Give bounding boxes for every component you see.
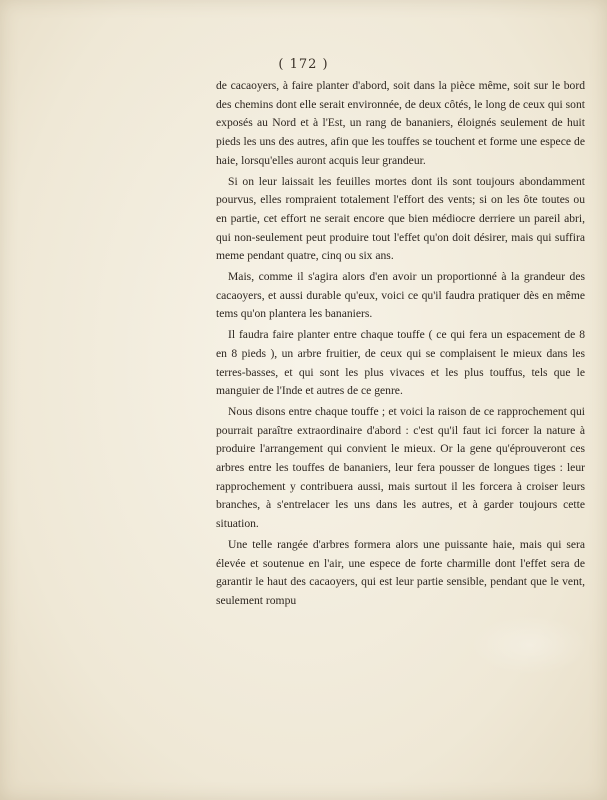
- paragraph: Si on leur laissait les feuilles mortes dont ils sont toujours abondamment pourvus, elles rompraient totalement l'effort des vents; si on les ôte toutes ou en partie, cet effort ne serait encore que bien médiocre derriere un pareil abri, qui non-seulement peut produire tout l'effet qu'on doit désirer, mais qui suffira meme pendant quatre, cinq ou six ans.: [216, 174, 585, 263]
- body-text: [216, 77, 585, 613]
- paragraph: de cacaoyers, à faire planter d'abord, soit dans la pièce même, soit sur le bord des chemins dont elle serait environnée, de deux côtés, le long de ceux qui sont exposés au Nord et à l'Est, un rang de bananiers, éloignés seulement de huit pieds les uns des autres, afin que les touffes se touchent et forme une espece de haie, lorsqu'elles auront acquis leur grandeur.: [216, 79, 585, 167]
- paragraph: Il faudra faire planter entre chaque touffe ( ce qui fera un espacement de 8 en 8 pieds ), un arbre fruitier, de ceux qui se complaisent le mieux dans les terres-basses, et qui sont les plus vivaces et les plus touffus, tels que le manguier de l'Inde et autres de ce genre.: [216, 328, 585, 398]
- page-number: ( 172 ): [278, 57, 329, 72]
- paragraph: Une telle rangée d'arbres formera alors une puissante haie, mais qui sera élevée et soutenue en l'air, une espece de forte charmille dont l'effet sera de garantir le haut des cacaoyers, qui est leur partie sensible, pendant que le vent, seulement rompu: [216, 537, 585, 607]
- paragraph: Mais, comme il s'agira alors d'en avoir un proportionné à la grandeur des cacaoyers, et aussi durable qu'eux, voici ce qu'il faudra pratiquer dès en même tems qu'on plantera les bananiers.: [216, 270, 585, 321]
- paper-emboss: [470, 615, 590, 675]
- paragraph: Nous disons entre chaque touffe ; et voici la raison de ce rapprochement qui pourrait paraître extraordinaire d'abord : c'est qu'il faut ici forcer la nature à produire l'arrangement qui convient le mieux. Or la gene qu'éprouveront ces arbres entre les touffes de bananiers, leur fera pousser de longues tiges : leur rapprochement y contribuera aussi, mais surtout il les forcera à croiser leurs branches, à s'entrelacer les uns dans les autres, et à garder toujours cette situation.: [216, 404, 585, 531]
